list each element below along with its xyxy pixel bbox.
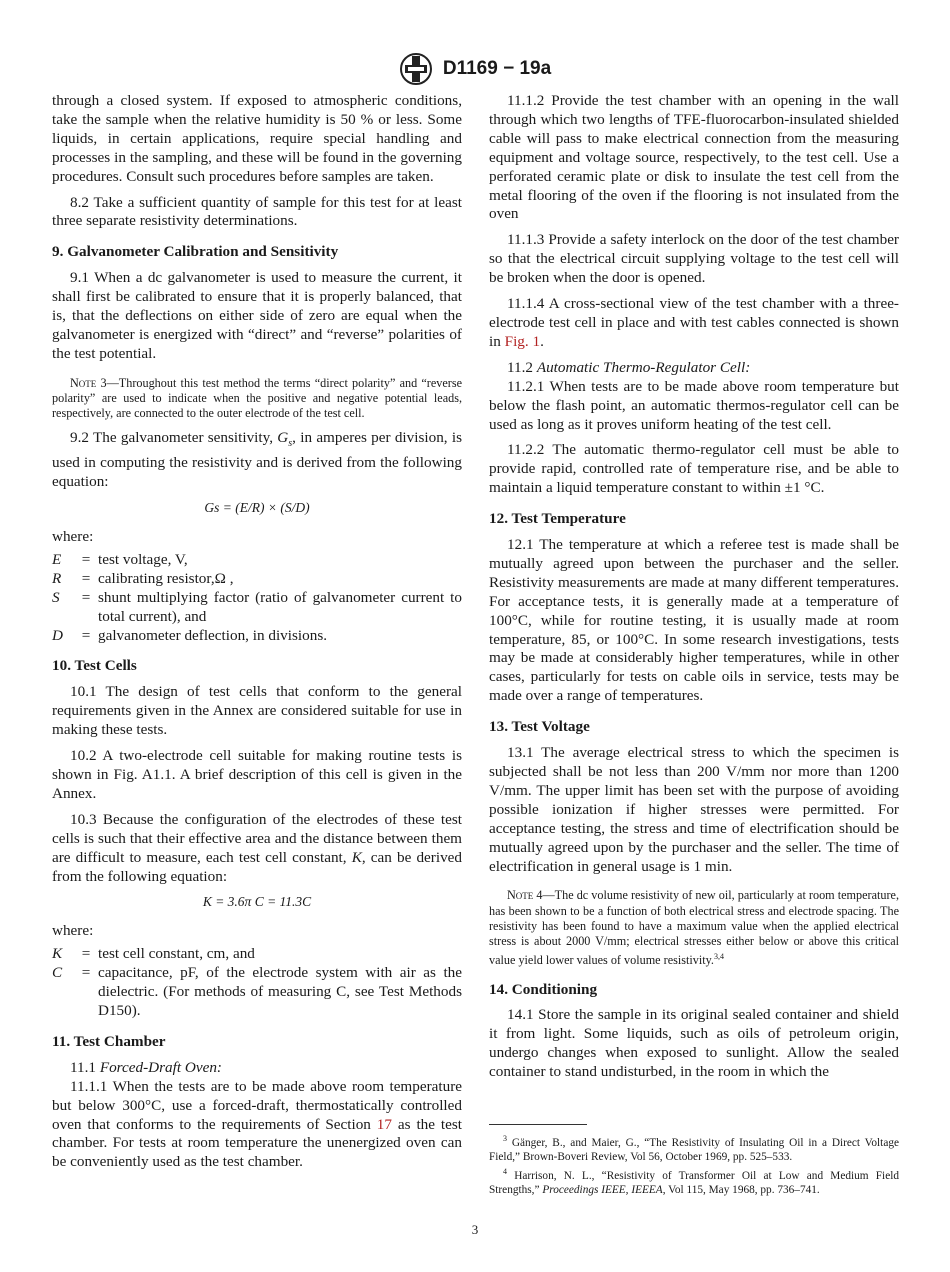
def-sym: K (52, 945, 63, 963)
paragraph-11-2-1: 11.2.1 When tests are to be made above room temperature but below the flash point, an automatic thermos-regulator cell can be used as long as it proves uniform heating of the test cell. (489, 377, 899, 433)
paragraph-10-3 (52, 811, 462, 887)
footnotes (489, 1132, 899, 1198)
astm-logo-icon (399, 52, 433, 86)
def-eq: = (81, 569, 91, 587)
right-column (489, 92, 899, 1089)
def-text: calibrating resistor,Ω , (98, 569, 234, 587)
paragraph-11-2-2: 11.2.2 The automatic thermo-regulator cell must be able to provide rapid, controlled rate of temperature rise, and be able to maintain a liquid temperature constant to within ±1 °C. (489, 441, 899, 497)
p103-b: , can be derived from the following equation: (52, 848, 462, 885)
paragraph-11-1-2: 11.1.2 Provide the test chamber with an opening in the wall through which two lengths of TFE-fluorocarbon-insulated shielded cable will pass to make electrical connection from the measuring equipment and voltage source, respectively, to the test cell. Use a perforated ceramic plate or disk to insulate the test cell from the metal flooring of the oven if the flooring is not insulated from the oven (489, 92, 899, 223)
p92-a: 9.2 The galvanometer sensitivity, (70, 429, 278, 447)
p111-title: Forced-Draft Oven: (99, 1058, 222, 1076)
def-eq: = (81, 626, 91, 644)
note-3-label: Note (70, 375, 97, 390)
def-text: capacitance, pF, of the electrode system with air as the dielectric. (For methods of measuring C, see Test Methods D150). (98, 964, 462, 1019)
fn4-i: Proceedings IEEE, IEEEA (542, 1184, 663, 1197)
paragraph-14-1: 14.1 Store the sample in its original sealed container and shield it from light. Some liquids, such as oils of petroleum origin, undergo changes when exposed to sunlight. Allow the sealed container to stand undisturbed, in the room in which the (489, 1006, 899, 1081)
p92-sym: G (277, 429, 289, 447)
footnote-divider (489, 1124, 587, 1125)
def-sym: E (52, 550, 62, 568)
definition-row (52, 589, 462, 627)
p1114-b: . (540, 332, 544, 350)
p103-a: 10.3 Because the configuration of the electrodes of these test cells is such that their effective area and the distance between them are difficult to measure, each test cell constant, (52, 810, 462, 866)
fn4-mark: 4 (503, 1167, 507, 1177)
left-column (52, 92, 462, 1179)
paragraph-9-2 (52, 429, 462, 492)
definition-row (52, 551, 462, 570)
paragraph-11-1-1 (52, 1078, 462, 1173)
fn3-mark: 3 (503, 1134, 507, 1143)
paragraph-10-1: 10.1 The design of test cells that conform to the general requirements given in the Annex are considered suitable for use in making these tests. (52, 683, 462, 739)
def-text: test voltage, V, (98, 550, 188, 568)
definition-row (52, 570, 462, 589)
paragraph-10-2: 10.2 A two-electrode cell suitable for making routine tests is shown in Fig. A1.1. A brief description of this cell is given in the Annex. (52, 747, 462, 802)
section-17-link[interactable]: 17 (376, 1115, 392, 1133)
section-12-heading: 12. Test Temperature (489, 510, 626, 528)
p1111-a: 11.1.1 When the tests are to be made above room temperature but below 300°C, use a forced-draft, thermostatically controlled oven that conforms to the requirements of Section (52, 1077, 462, 1133)
page-number: 3 (471, 1222, 479, 1237)
p92-b: , in amperes per division, is used in computing the resistivity and is derived from the following equation: (52, 429, 462, 491)
p1111-b: as the test chamber. For tests at room temperature the unenergized oven can be conveniently used as the test chamber. (52, 1115, 463, 1171)
fn4-a: Harrison, N. L., “Resistivity of Transformer Oil at Low and Medium Field Strengths,” (489, 1169, 899, 1197)
section-13-heading: 13. Test Voltage (489, 718, 590, 736)
footnote-3 (489, 1132, 899, 1164)
paragraph-11-1-4 (489, 295, 899, 352)
fig-1-link[interactable]: Fig. 1 (504, 332, 541, 350)
def-eq: = (81, 945, 91, 963)
def-sym: R (52, 569, 62, 587)
definition-row (52, 627, 462, 646)
footnote-4 (489, 1165, 899, 1197)
paragraph-11-2 (489, 359, 899, 378)
p112-title: Automatic Thermo-Regulator Cell: (536, 358, 751, 376)
def-text: test cell constant, cm, and (98, 945, 255, 963)
paragraph-continued: through a closed system. If exposed to atmospheric conditions, take the sample when the relative humidity is 50 % or less. Some liquids, in certain applications, require special handling and processes in the sampling, and these will be found in the governing procedures. Consult such procedures before samples are taken. (52, 92, 462, 185)
def-text: shunt multiplying factor (ratio of galvanometer current to total current), and (98, 588, 462, 625)
note-4-label: Note (507, 888, 534, 903)
definition-row (52, 945, 462, 964)
definition-row (52, 964, 462, 1021)
definitions-2 (52, 945, 462, 1021)
def-eq: = (81, 588, 91, 606)
section-9-heading: 9. Galvanometer Calibration and Sensitivity (52, 243, 339, 261)
paragraph-13-1: 13.1 The average electrical stress to which the specimen is subjected shall be not less than 200 V/mm nor more than 1200 V/mm. The upper limit has been set with the purpose of avoiding possible ionization if higher stresses were permitted. For acceptance testing, the stress and time of electrification should be mutually agreed upon by the purchaser and the seller. The time of electrification in general usage is 1 min. (489, 744, 899, 875)
def-eq: = (81, 550, 91, 568)
def-text: galvanometer deflection, in divisions. (98, 626, 328, 644)
def-sym: C (52, 964, 63, 982)
section-10-heading: 10. Test Cells (52, 657, 137, 675)
def-sym: S (52, 588, 60, 606)
section-14-heading: 14. Conditioning (489, 980, 598, 998)
p103-sym: K (351, 848, 362, 866)
def-sym: D (52, 626, 63, 644)
note-4-ref: 3,4 (713, 952, 724, 962)
where-label-2: where: (52, 922, 94, 940)
p112-num: 11.2 (507, 358, 537, 376)
paragraph-12-1: 12.1 The temperature at which a referee test is made shall be mutually agreed upon between the purchaser and the seller. Resistivity measurements are made at many different temperatures. For acceptance tests, it is generally made at a temperature of 100°C, while for routine testing, it is usually made at room temperature, 85, or 100°C. In some research investigations, tests may be made at considerably higher temperatures, while in other cases, particularly for tests on cable oils in service, tests may be made over a range of temperatures. (489, 536, 899, 705)
paragraph-9-1: 9.1 When a dc galvanometer is used to measure the current, it shall first be calibrated to ensure that it is properly balanced, that is, that the deflections on either side of zero are equal when the galvanometer is energized with “direct” and “reverse” polarities of the test potential. (52, 269, 462, 362)
p1114-a: 11.1.4 A cross-sectional view of the test chamber with a three-electrode test cell in place and with test cables connected is shown in (489, 295, 899, 350)
def-eq: = (81, 964, 91, 982)
paragraph-11-1-3: 11.1.3 Provide a safety interlock on the door of the test chamber so that the electrical circuit supplying voltage to the test cell will be broken when the door is opened. (489, 231, 899, 287)
p111-num: 11.1 (70, 1058, 100, 1076)
fn3-text: Gänger, B., and Maier, G., “The Resistivity of Insulating Oil in a Direct Voltage Field,” Brown-Boveri Review, Vol 56, October 1969, pp. 525–533. (489, 1136, 899, 1163)
note-4 (489, 888, 899, 968)
note-3 (52, 376, 462, 422)
paragraph-8-2: 8.2 Take a sufficient quantity of sample for this test for at least three separate resistivity determinations. (52, 193, 462, 230)
fn4-b: , Vol 115, May 1968, pp. 736–741. (662, 1184, 820, 1197)
equation-galvanometer: Gs = (E/R) × (S/D) (204, 500, 310, 516)
paragraph-11-1 (52, 1059, 462, 1078)
section-11-heading: 11. Test Chamber (52, 1032, 166, 1050)
where-label-1: where: (52, 528, 94, 546)
document-id: D1169 − 19a (442, 58, 552, 79)
note-4-text: 4—The dc volume resistivity of new oil, particularly at room temperature, has been shown to be a function of both electrical stress and electrode spacing. The resistivity has been found to have a maximum value when the applied electrical stress is about 2000 V/mm; electrical stresses either below or above this critical value yield lower values of volume resistivity. (489, 888, 899, 968)
p92-sub: s (288, 438, 293, 450)
page-header (0, 52, 950, 86)
definitions-1 (52, 551, 462, 646)
equation-cell-constant: K = 3.6π C = 11.3C (202, 894, 312, 910)
note-3-text: 3—Throughout this test method the terms “direct polarity” and “reverse polarity” are used to indicate when the positive and negative potential leads, respectively, are connected to the outer electrode of the test cell. (52, 375, 462, 421)
